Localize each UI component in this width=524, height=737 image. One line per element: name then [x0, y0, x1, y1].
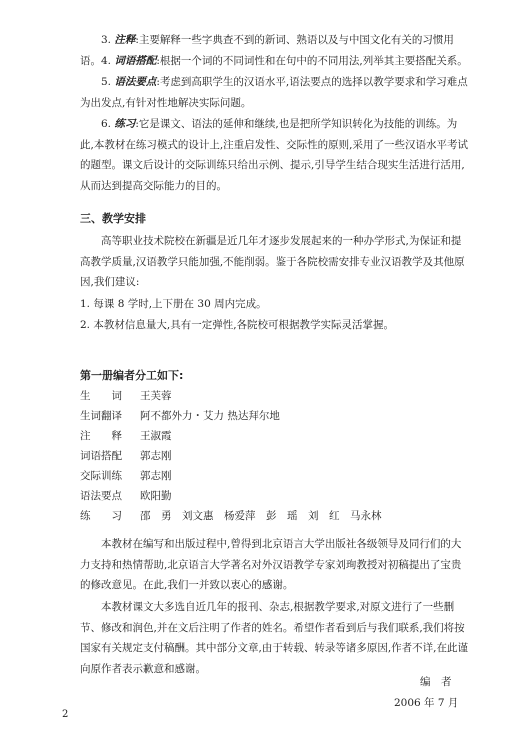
note-6: 6. 练习:它是课文、语法的延伸和继续,也是把所学知识转化为技能的训练。为此,本教材在练习模式的设计上,注重启发性、交际性的原则,采用了一些汉语水平考试的题型。课文后设计的交际训练只给出示例、提示,引导学生结合现实生活进行活用,从而达到提高交际能力的目的。 [80, 118, 469, 192]
teaching-plan-item-2: 2. 本教材信息量大,具有一定弹性,各院校可根据教学实际灵活掌握。 [80, 319, 395, 331]
signature-date: 2006 年 7 月 [394, 697, 459, 709]
division-row: 语法要点 欧阳勤 [80, 490, 172, 502]
division-row: 生 词 王芙蓉 [80, 390, 172, 402]
section-heading-teaching-plan: 三、教学安排 [80, 212, 146, 225]
division-row: 交际训练 郭志刚 [80, 470, 172, 482]
note-5: 5. 语法要点:考虑到高职学生的汉语水平,语法要点的选择以教学要求和学习难点为出发点,有针对性地解决实际问题。 [80, 76, 468, 109]
division-heading: 第一册编者分工如下: [80, 369, 184, 382]
thanks-paragraph-2: 本教材课文大多选自近几年的报刊、杂志,根据教学要求,对原文进行了一些删节、修改和润色,并在文后注明了作者的姓名。希望作者看到后与我们联系,我们将按国家有关规定支付稿酬。其中部分文章,由于转载、转录等诸多原因,作者不详,在此谨向原作者表示歉意和感谢。 [80, 601, 469, 675]
note-4: 4. 词语搭配:根据一个词的不同词性和在句中的不同用法,列举其主要搭配关系。 [101, 55, 468, 67]
division-row: 练 习 邵 勇 刘文惠 杨爱萍 彭 瑶 刘 红 马永林 [80, 510, 382, 522]
division-row: 注 释 王淑霞 [80, 430, 172, 442]
teaching-plan-item-1: 1. 每课 8 学时,上下册在 30 周内完成。 [80, 298, 267, 310]
page-number: 2 [62, 709, 69, 720]
thanks-paragraph-1: 本教材在编写和出版过程中,曾得到北京语言大学出版社各级领导及同行们的大力支持和热情帮助,北京语言大学著名对外汉语教学专家刘珣教授对初稿提出了宝贵的修改意见。在此,我们一并致以衷心的感谢。 [80, 538, 462, 591]
note-3: 3. 注释:主要解释一些字典查不到的新词、熟语以及与中国文化有关的习惯用语。 [80, 34, 454, 67]
division-row: 生词翻译 阿不都外力・艾力 热达拜尔地 [80, 410, 280, 422]
teaching-plan-paragraph: 高等职业技术院校在新疆是近几年才逐步发展起来的一种办学形式,为保证和提高教学质量,汉语教学只能加强,不能削弱。鉴于各院校需安排专业汉语教学及其他原因,我们建议: [80, 235, 465, 288]
division-row: 词语搭配 郭志刚 [80, 450, 172, 462]
signature-author: 编 者 [420, 676, 452, 688]
